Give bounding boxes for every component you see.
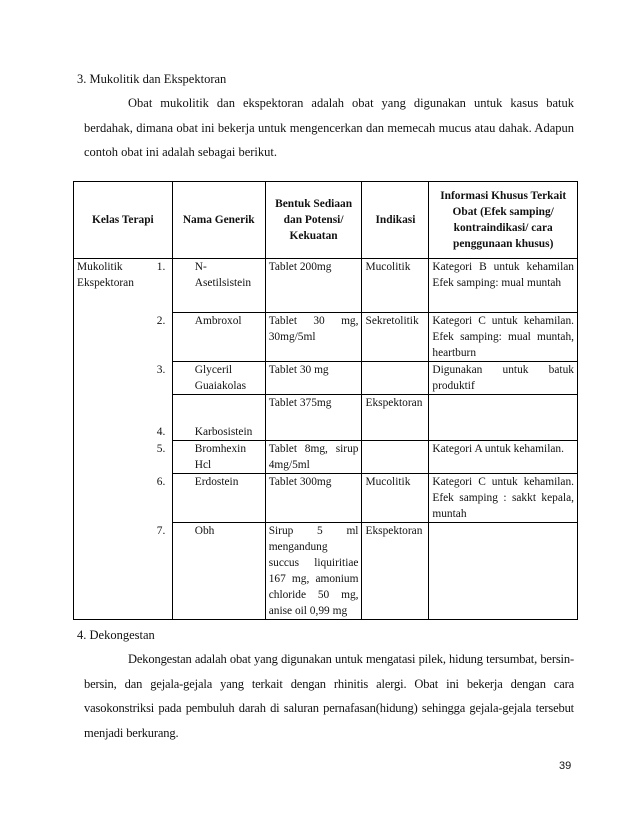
special-info: Kategori B untuk kehamilan Efek samping: mual muntah <box>429 259 578 313</box>
section-3-paragraph <box>84 91 574 165</box>
row-number: 3. <box>156 364 166 376</box>
indication: Mucolitik <box>362 259 429 313</box>
dosage-form: Tablet 375mg <box>265 395 362 441</box>
special-info <box>429 395 578 441</box>
row-number: 5. <box>156 443 166 455</box>
indication <box>362 362 429 395</box>
special-info: Kategori C untuk kehamilan. Efek samping : sakkt kepala, muntah <box>429 474 578 523</box>
indication: Mucolitik <box>362 474 429 523</box>
drug-table <box>73 181 578 620</box>
generic-name: Bromhexin Hcl <box>194 443 247 471</box>
generic-name: Glyceril Guaiakolas <box>194 364 247 392</box>
indication <box>362 441 429 474</box>
special-info: Digunakan untuk batuk produktif <box>429 362 578 395</box>
header-dosage-form: Bentuk Sediaan dan Potensi/ Kekuatan <box>265 182 362 259</box>
special-info <box>429 523 578 620</box>
row-number: 1. <box>156 261 166 273</box>
dosage-form: Tablet 30 mg, 30mg/5ml <box>265 313 362 362</box>
special-info: Kategori C untuk kehamilan. Efek samping: mual muntah, heartburn <box>429 313 578 362</box>
therapy-class-cell: Mukolitik Ekspektoran <box>74 259 173 620</box>
generic-name: N-Asetilsistein <box>194 261 252 289</box>
dosage-form: Tablet 8mg, sirup 4mg/5ml <box>265 441 362 474</box>
dosage-form: Tablet 200mg <box>265 259 362 313</box>
header-special-info: Informasi Khusus Terkait Obat (Efek samping/ kontraindikasi/ cara penggunaan khusus) <box>429 182 578 259</box>
generic-name: Obh <box>194 525 215 537</box>
row-number: 4. <box>156 426 166 438</box>
indication: Sekretolitik <box>362 313 429 362</box>
generic-name: Erdostein <box>194 476 239 488</box>
section-4-paragraph-text: Dekongestan adalah obat yang digunakan untuk mengatasi pilek, hidung tersumbat, bersin-bersin, dan gejala-gejala yang terkait dengan rhinitis alergi. Obat ini bekerja dengan cara vasokonstriksi pada pembuluh darah di saluran pernafasan(hidung) sehingga gejala-gejala tersebut menjadi berkurang. <box>84 652 574 740</box>
section-3-paragraph-text: Obat mukolitik dan ekspektoran adalah obat yang digunakan untuk kasus batuk berdahak, dimana obat ini bekerja untuk mengencerkan dan memecah mucus atau dahak. Adapun contoh obat ini adalah sebagai berikut. <box>84 96 574 159</box>
section-3-heading: 3. Mukolitik dan Ekspektoran <box>77 72 227 86</box>
special-info: Kategori A untuk kehamilan. <box>429 441 578 474</box>
generic-name: Karbosistein <box>194 426 253 438</box>
header-indication: Indikasi <box>362 182 429 259</box>
dosage-form: Tablet 30 mg <box>265 362 362 395</box>
row-number: 7. <box>156 525 166 537</box>
dosage-form: Tablet 300mg <box>265 474 362 523</box>
dosage-form: Sirup 5 ml mengandung succus liquiritiae 167 mg, amonium chloride 50 mg, anise oil 0,99 mg <box>265 523 362 620</box>
header-generic-name: Nama Generik <box>172 182 265 259</box>
row-number: 2. <box>156 315 166 327</box>
indication: Ekspektoran <box>362 523 429 620</box>
table-header-row <box>74 182 578 259</box>
page-number: 39 <box>559 760 572 772</box>
row-number: 6. <box>156 476 166 488</box>
table-row <box>74 259 578 313</box>
indication: Ekspektoran <box>362 395 429 441</box>
section-4-paragraph <box>84 647 574 745</box>
generic-name: Ambroxol <box>194 315 242 327</box>
section-4-heading: 4. Dekongestan <box>77 628 155 642</box>
header-therapy-class: Kelas Terapi <box>74 182 173 259</box>
